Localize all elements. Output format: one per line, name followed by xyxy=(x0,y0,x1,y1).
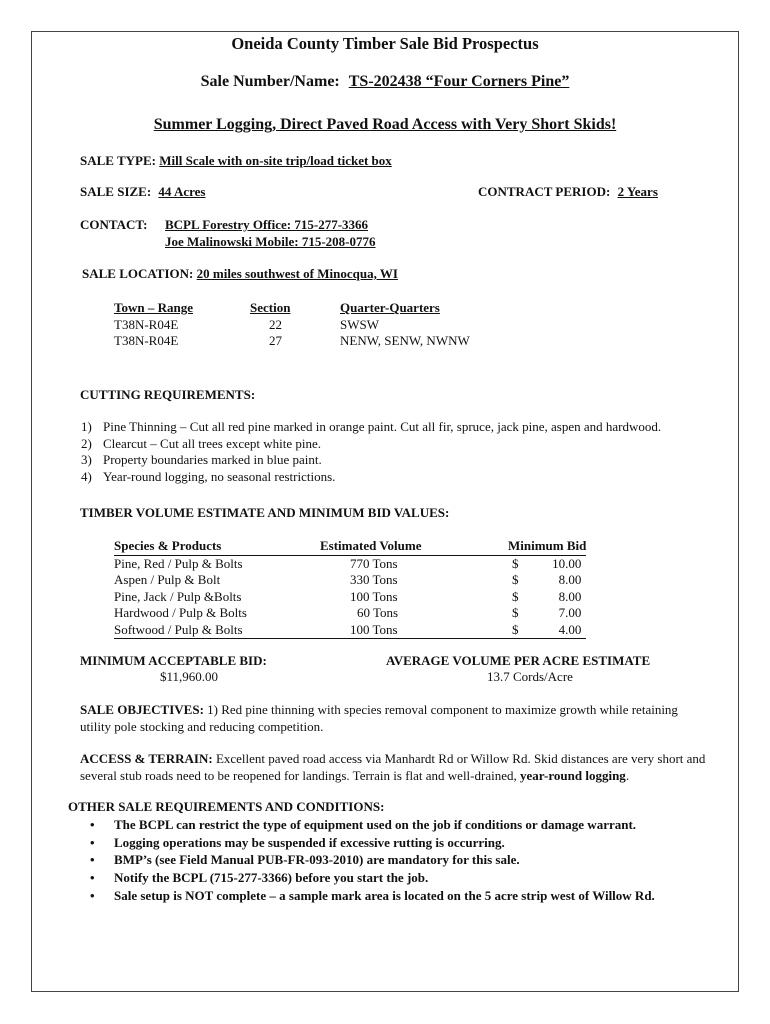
list-item xyxy=(81,469,661,486)
list-number: 4) xyxy=(81,468,92,484)
prospectus-page xyxy=(31,31,739,992)
sale-location-line xyxy=(82,266,398,282)
table-row xyxy=(114,589,586,606)
cutting-list xyxy=(81,419,661,485)
column-header: Estimated Volume xyxy=(320,538,502,555)
volume-cell: 100 Tons xyxy=(350,588,398,604)
list-text: The BCPL can restrict the type of equipment used on the job if conditions or damage warrant. xyxy=(114,817,637,832)
list-item xyxy=(90,851,655,869)
species-cell: Aspen / Pulp & Bolt xyxy=(114,572,221,588)
sale-size-label: SALE SIZE: xyxy=(80,184,152,199)
volume-table xyxy=(114,538,586,639)
list-text: Notify the BCPL (715-277-3366) before you start the job. xyxy=(114,870,429,886)
cutting-heading: CUTTING REQUIREMENTS: xyxy=(80,387,256,402)
contract-period-label: CONTRACT PERIOD: xyxy=(478,184,611,199)
table-row xyxy=(114,555,586,572)
avg-volume-value: 13.7 Cords/Acre xyxy=(487,669,573,684)
list-item xyxy=(81,452,661,469)
contact-label: CONTACT: xyxy=(80,217,148,232)
conditions-list xyxy=(90,816,655,905)
volume-cell: 770 Tons xyxy=(350,555,398,571)
volume-cell: 60 Tons xyxy=(357,605,399,621)
list-item xyxy=(81,419,661,436)
contract-period-value: 2 Years xyxy=(617,184,658,199)
list-text: BMP’s (see Field Manual PUB-FR-093-2010) are mandatory for this sale. xyxy=(114,852,520,868)
min-bid-value: $11,960.00 xyxy=(160,669,219,684)
table-cell: SWSW xyxy=(340,316,379,332)
column-header: Minimum Bid xyxy=(502,538,586,555)
access-end: . xyxy=(625,767,630,783)
access-label: ACCESS & TERRAIN: xyxy=(80,751,213,766)
list-item xyxy=(90,887,655,905)
list-item xyxy=(81,436,661,453)
list-number: 3) xyxy=(81,452,92,467)
bullet-icon: • xyxy=(90,887,95,903)
sale-objectives xyxy=(80,702,710,735)
table-cell: 22 xyxy=(269,316,282,332)
sale-size-value: 44 Acres xyxy=(158,184,206,199)
sale-location-value: 20 miles southwest of Minocqua, WI xyxy=(196,266,398,281)
currency-cell: $ xyxy=(512,555,519,571)
list-number: 2) xyxy=(81,435,92,451)
bullet-icon: • xyxy=(90,834,95,850)
other-heading: OTHER SALE REQUIREMENTS AND CONDITIONS: xyxy=(68,799,385,814)
currency-cell: $ xyxy=(512,572,519,588)
column-header: Quarter-Quarters xyxy=(340,300,440,316)
volume-table-header xyxy=(114,538,586,555)
list-text: Sale setup is NOT complete – a sample mark area is located on the 5 acre strip west of Willow Rd. xyxy=(114,887,655,903)
table-cell: NENW, SENW, NWNW xyxy=(340,333,470,349)
species-cell: Pine, Jack / Pulp &Bolts xyxy=(114,588,242,604)
table-cell: T38N-R04E xyxy=(114,316,179,332)
list-text: Pine Thinning – Cut all red pine marked in orange paint. Cut all fir, spruce, jack pine, aspen and hardwood. xyxy=(103,419,662,434)
currency-cell: $ xyxy=(512,588,519,604)
sale-number-line xyxy=(32,73,738,91)
sale-type-label: SALE TYPE: xyxy=(80,153,156,168)
access-emphasis: year-round logging xyxy=(519,767,626,783)
document-title: Oneida County Timber Sale Bid Prospectus xyxy=(231,34,539,53)
objectives-label: SALE OBJECTIVES: xyxy=(80,702,204,717)
currency-cell: $ xyxy=(502,622,532,639)
bid-cell: 4.00 xyxy=(532,622,586,639)
location-table-header xyxy=(114,300,470,317)
contact-mobile: Joe Malinowski Mobile: 715-208-0776 xyxy=(165,234,376,249)
sale-number-value: TS-202438 “Four Corners Pine” xyxy=(348,73,570,90)
bullet-icon: • xyxy=(90,817,95,832)
currency-cell: $ xyxy=(512,605,519,621)
table-cell: 27 xyxy=(269,333,282,349)
objectives-text: 1) Red pine thinning with species removal component to maximize growth while retaining utility pole stocking and reducing competition. xyxy=(80,702,678,734)
list-item xyxy=(90,816,655,834)
sale-location-label: SALE LOCATION: xyxy=(82,266,194,281)
sale-number-label: Sale Number/Name: xyxy=(200,73,340,90)
location-table xyxy=(114,300,470,350)
sale-size-line xyxy=(80,184,205,200)
column-header: Town – Range xyxy=(114,300,193,316)
contact-office: BCPL Forestry Office: 715-277-3366 xyxy=(165,217,369,232)
list-text: Property boundaries marked in blue paint. xyxy=(103,452,322,467)
avg-volume-label: AVERAGE VOLUME PER ACRE ESTIMATE xyxy=(386,653,651,668)
species-cell: Softwood / Pulp & Bolts xyxy=(114,622,320,639)
list-text: Clearcut – Cut all trees except white pine. xyxy=(103,435,322,451)
bid-cell: 8.00 xyxy=(558,588,582,604)
column-header: Section xyxy=(250,300,291,316)
contract-period-line xyxy=(478,184,658,200)
list-text: Logging operations may be suspended if excessive rutting is occurring. xyxy=(114,834,505,850)
sale-type-line xyxy=(80,153,392,169)
table-row xyxy=(114,622,586,639)
list-number: 1) xyxy=(81,419,92,434)
table-cell: T38N-R04E xyxy=(114,333,179,349)
species-cell: Pine, Red / Pulp & Bolts xyxy=(114,555,243,571)
column-header: Species & Products xyxy=(114,538,320,555)
access-text: Excellent paved road access via Manhardt Rd or Willow Rd. Skid distances are very short and several stub roads need to be reopened for landings. Terrain is flat and well-drained, xyxy=(80,751,706,783)
list-text: Year-round logging, no seasonal restrictions. xyxy=(103,468,336,484)
volume-heading: TIMBER VOLUME ESTIMATE AND MINIMUM BID VALUES: xyxy=(80,505,450,520)
table-row xyxy=(114,333,470,350)
bid-cell: 10.00 xyxy=(552,555,582,571)
bid-cell: 8.00 xyxy=(558,572,582,588)
list-item xyxy=(90,869,655,887)
headline: Summer Logging, Direct Paved Road Access with Very Short Skids! xyxy=(153,116,617,133)
min-bid-label: MINIMUM ACCEPTABLE BID: xyxy=(80,653,267,668)
volume-cell: 330 Tons xyxy=(350,572,398,588)
species-cell: Hardwood / Pulp & Bolts xyxy=(114,605,247,621)
list-item xyxy=(90,834,655,852)
table-row xyxy=(114,317,470,334)
table-row xyxy=(114,572,586,589)
volume-cell: 100 Tons xyxy=(320,622,502,639)
access-terrain xyxy=(80,751,730,784)
table-row xyxy=(114,605,586,622)
bullet-icon: • xyxy=(90,870,95,886)
bid-cell: 7.00 xyxy=(558,605,582,621)
bullet-icon: • xyxy=(90,852,95,868)
sale-type-value: Mill Scale with on-site trip/load ticket box xyxy=(159,153,392,168)
